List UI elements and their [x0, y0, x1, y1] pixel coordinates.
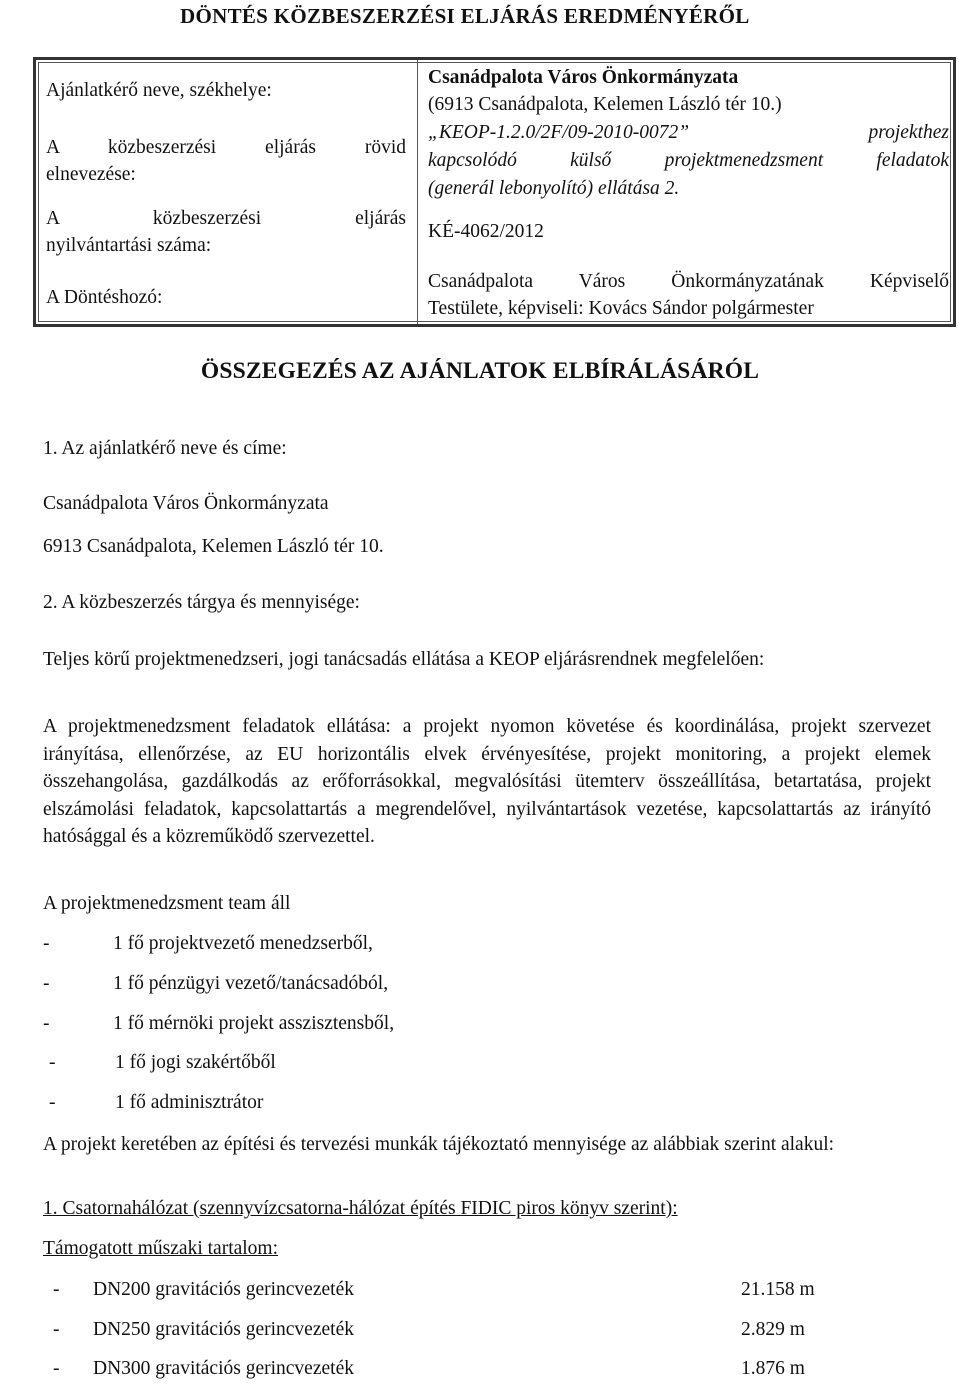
- list-dash: -: [49, 1052, 56, 1073]
- spec-value: 2.829 m: [741, 1319, 805, 1340]
- procedure-registration-label-cont: nyilvántartási száma:: [46, 235, 212, 256]
- procedure-short-name-label: A közbeszerzési eljárás rövid: [46, 137, 406, 158]
- team-member-item: 1 fő pénzügyi vezető/tanácsadóból,: [113, 973, 389, 994]
- spec-label: DN200 gravitációs gerincvezeték: [93, 1279, 354, 1300]
- procedure-registration-number: KÉ-4062/2012: [428, 221, 544, 242]
- procedure-short-name-value: [428, 119, 949, 147]
- list-dash: -: [53, 1319, 60, 1340]
- spec-label: DN300 gravitációs gerincvezeték: [93, 1358, 354, 1379]
- team-member-item: 1 fő adminisztrátor: [115, 1092, 264, 1113]
- list-dash: -: [43, 973, 50, 994]
- contracting-authority-name: Csanádpalota Város Önkormányzata: [428, 67, 739, 88]
- spec-label: DN250 gravitációs gerincvezeték: [93, 1319, 354, 1340]
- supported-content-heading: Támogatott műszaki tartalom:: [43, 1238, 279, 1259]
- list-dash: -: [49, 1092, 56, 1113]
- procedure-short-name-value-line3: (generál lebonyolító) ellátása 2.: [428, 178, 680, 199]
- contracting-info-table: [33, 57, 956, 327]
- procedure-short-name-label-cont: elnevezése:: [46, 164, 136, 185]
- summary-title: ÖSSZEGEZÉS AZ AJÁNLATOK ELBÍRÁLÁSÁRÓL: [200, 358, 760, 384]
- list-dash: -: [43, 933, 50, 954]
- decision-maker-label: A Döntéshozó:: [46, 287, 163, 308]
- team-member-item: 1 fő jogi szakértőből: [115, 1052, 276, 1073]
- list-dash: -: [43, 1013, 50, 1034]
- contracting-authority-label: Ajánlatkérő neve, székhelye:: [46, 80, 272, 101]
- info-table-column-divider: [417, 60, 418, 324]
- works-quantity-paragraph: A projekt keretében az építési és tervezési munkák tájékoztató mennyisége az alábbiak szerint alakul:: [43, 1134, 835, 1155]
- section1-heading: 1. Az ajánlatkérő neve és címe:: [43, 438, 287, 459]
- spec-value: 21.158 m: [741, 1279, 815, 1300]
- project-code: „KEOP-1.2.0/2F/09-2010-0072”: [428, 122, 690, 143]
- scope-paragraph-1: Teljes körű projektmenedzseri, jogi tanácsadás ellátása a KEOP eljárásrendnek megfelelően:: [43, 649, 765, 670]
- authority-address: 6913 Csanádpalota, Kelemen László tér 10.: [43, 536, 384, 557]
- sewer-network-heading: 1. Csatornahálózat (szennyvízcsatorna-hálózat építés FIDIC piros könyv szerint):: [43, 1198, 678, 1219]
- team-member-item: 1 fő projektvezető menedzserből,: [113, 933, 373, 954]
- project-code-suffix: projekthez: [868, 122, 949, 143]
- scope-paragraph-2: A projektmenedzsment feladatok ellátása: a projekt nyomon követése és koordinálása, projekt szervezet irányítása, ellenőrzése, az EU horizontális elvek érvényesítése, projekt monitoring, a projekt elemek összehangolása, gazdálkodás az erőforrásokkal, megvalósítási ütemterv összeállítása, betartatása, projekt elszámolási feladatok, kapcsolattartás a megrendelővel, nyilvántartások vezetése, kapcsolattartás az irányító hatósággal és a közreműködő szervezettel.: [43, 716, 931, 847]
- team-member-item: 1 fő mérnöki projekt asszisztensből,: [113, 1013, 395, 1034]
- section2-heading: 2. A közbeszerzés tárgya és mennyisége:: [43, 592, 360, 613]
- procedure-registration-label: A közbeszerzési eljárás: [46, 208, 406, 229]
- spec-value: 1.876 m: [741, 1358, 805, 1379]
- team-intro: A projektmenedzsment team áll: [43, 893, 291, 914]
- decision-maker-value: Csanádpalota Város Önkormányzatának Képviselő: [428, 271, 949, 292]
- list-dash: -: [53, 1279, 60, 1300]
- decision-maker-value-cont: Testülete, képviseli: Kovács Sándor polgármester: [428, 298, 814, 319]
- authority-name: Csanádpalota Város Önkormányzata: [43, 493, 329, 514]
- list-dash: -: [53, 1358, 60, 1379]
- document-title: DÖNTÉS KÖZBESZERZÉSI ELJÁRÁS EREDMÉNYÉRŐL: [180, 4, 750, 28]
- procedure-short-name-value-line2: kapcsolódó külső projektmenedzsment feladatok: [428, 150, 949, 171]
- contracting-authority-address: (6913 Csanádpalota, Kelemen László tér 10.): [428, 94, 782, 115]
